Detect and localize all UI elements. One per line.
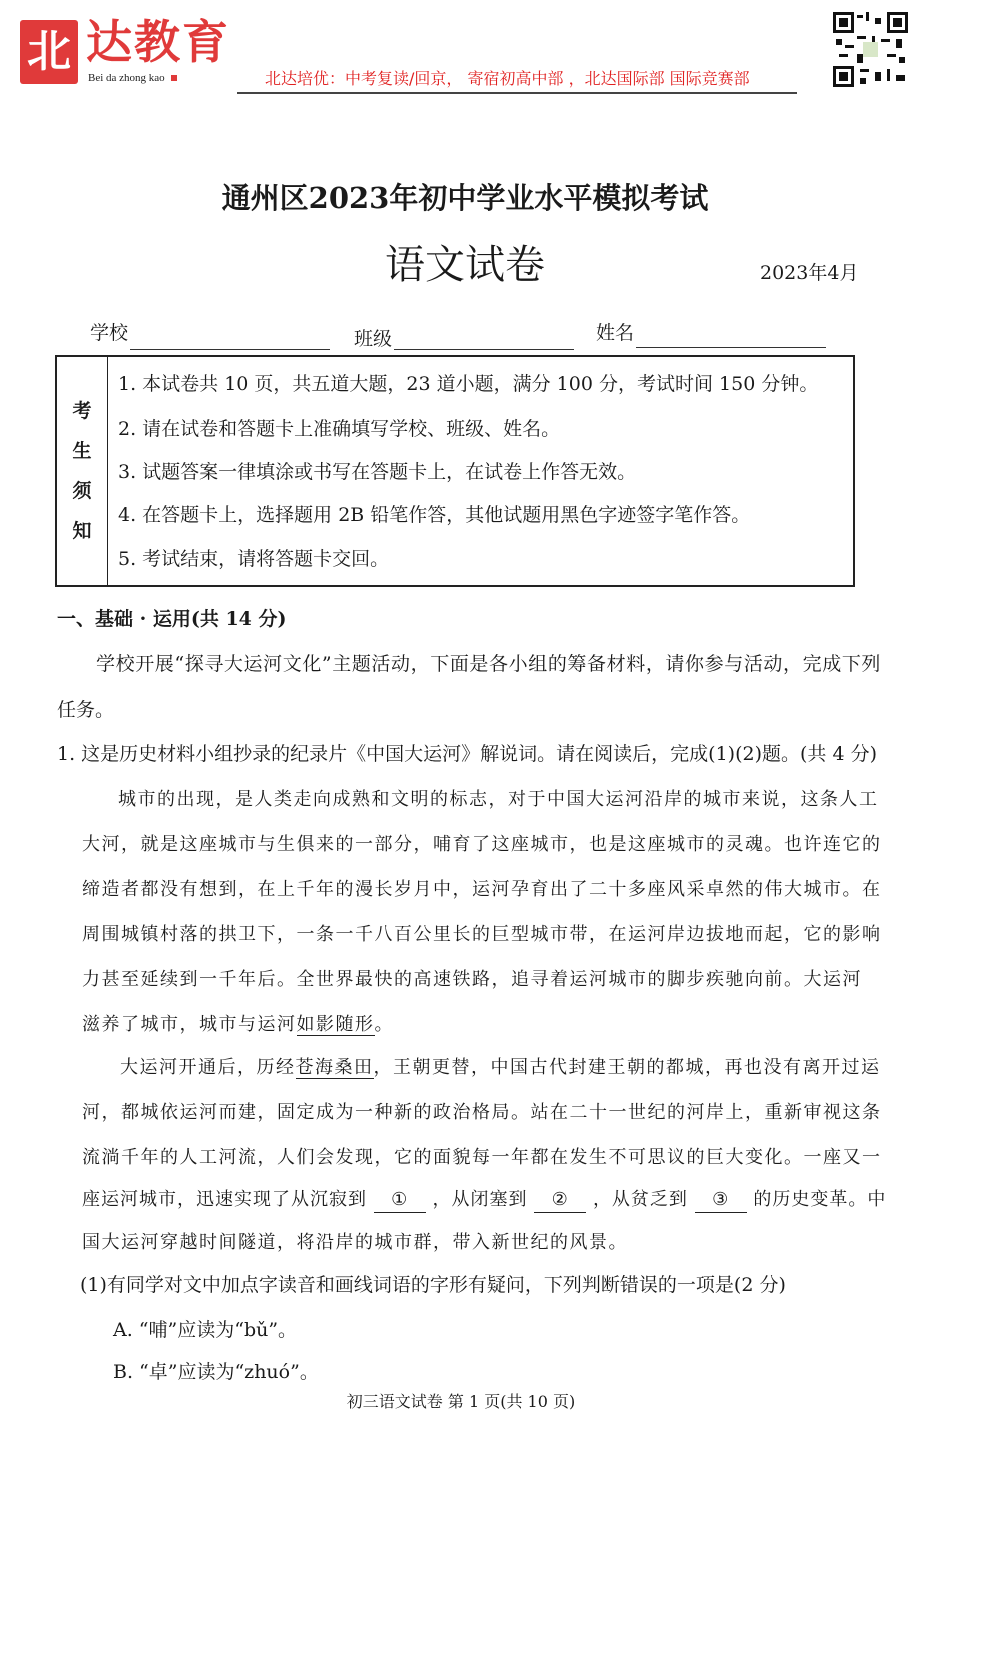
passage-line: 周围城镇村落的拱卫下，一条一千八百公里长的巨型城市带，在运河岸边拔地而起，它的影响: [82, 924, 882, 945]
passage-line: 河，都城依运河而建，固定成为一种新的政治格局。站在二十一世纪的河岸上，重新审视这条: [82, 1102, 882, 1123]
page-footer: 初三语文试卷 第 1 页(共 10 页): [346, 1392, 576, 1411]
blank-1: ①: [374, 1188, 426, 1213]
text: ，从贫乏到: [592, 1189, 688, 1210]
intro-line: 学校开展“探寻大运河文化”主题活动，下面是各小组的筹备材料，请你参与活动，完成下列: [96, 653, 882, 675]
notice-item: 5. 考试结束，请将答题卡交回。: [118, 548, 390, 570]
school-label: 学校: [90, 322, 129, 344]
underlined-phrase: 如影随形: [296, 1014, 375, 1035]
passage-line: 流淌千年的人工河流，人们会发现，它的面貌每一年都在发生不可思议的巨大变化。一座又一: [82, 1147, 882, 1168]
side-char: 生: [72, 440, 92, 462]
text: 滋养了城市，城市与运河: [82, 1014, 297, 1035]
text: ，从闭塞到: [432, 1189, 528, 1210]
passage-line: 大河，就是这座城市与生俱来的一部分，哺育了这座城市，也是这座城市的灵魂。也许连它的: [82, 834, 882, 855]
passage-line: 力甚至延续到一千年后。全世界最快的高速铁路，追寻着运河城市的脚步疾驰向前。大运河: [82, 969, 862, 990]
logo-english: [88, 72, 177, 85]
passage-line: [82, 1013, 394, 1037]
passage-line: 国大运河穿越时间隧道，将沿岸的城市群，带入新世纪的风景。: [82, 1232, 628, 1253]
text: 的历史变革。中: [753, 1189, 887, 1210]
text: 大运河开通后，历经: [120, 1057, 296, 1078]
school-input[interactable]: [130, 349, 330, 350]
text: 座运河城市，迅速实现了从沉寂到: [82, 1189, 367, 1210]
exam-date: 2023年4月: [760, 262, 859, 284]
passage-line: 城市的出现，是人类走向成熟和文明的标志，对于中国大运河沿岸的城市来说，这条人工: [118, 789, 879, 810]
sub-question-1: (1)有同学对文中加点字读音和画线词语的字形有疑问，下列判断错误的一项是(2 分): [80, 1274, 786, 1296]
notice-item: 4. 在答题卡上，选择题用 2B 铅笔作答，其他试题用黑色字迹签字笔作答。: [118, 504, 751, 526]
notice-item: 1. 本试卷共 10 页，共五道大题，23 道小题，满分 100 分，考试时间 150 分钟。: [118, 373, 819, 395]
logo-mark: [20, 20, 78, 84]
exam-title: 通州区2023年初中学业水平模拟考试: [221, 181, 709, 215]
text: 。: [374, 1014, 394, 1035]
side-char: 须: [72, 480, 92, 502]
class-input[interactable]: [394, 349, 574, 350]
logo-square: [171, 75, 177, 81]
option-b: B. “卓”应读为“zhuó”。: [113, 1361, 319, 1383]
side-char: 知: [72, 520, 92, 542]
exam-subtitle: 语文试卷: [385, 242, 545, 288]
underlined-phrase: 苍海桑田: [295, 1057, 374, 1078]
class-label: 班级: [354, 328, 393, 350]
question-1: 1. 这是历史材料小组抄录的纪录片《中国大运河》解说词。请在阅读后，完成(1)(2)题。(共 4 分): [57, 743, 877, 765]
side-char: 考: [72, 400, 92, 422]
notice-item: 3. 试题答案一律填涂或书写在答题卡上，在试卷上作答无效。: [118, 461, 637, 483]
qr-code-icon: [833, 12, 908, 87]
passage-line: 缔造者都没有想到，在上千年的漫长岁月中，运河孕育出了二十多座风采卓然的伟大城市。在: [82, 879, 882, 900]
logo-en-text: Bei da zhong kao: [88, 72, 165, 84]
header-divider: [237, 92, 797, 94]
header-slogan: 北达培优：中考复读/回京， 寄宿初高中部 ，北达国际部 国际竞赛部: [265, 69, 750, 88]
logo-name: 达教育: [86, 15, 230, 69]
text: ，王朝更替，中国古代封建王朝的都城，再也没有离开过运: [373, 1057, 881, 1078]
passage-line: [82, 1188, 886, 1213]
name-input[interactable]: [636, 347, 826, 348]
intro-line: 任务。: [57, 699, 115, 721]
section-heading: 一、基础 · 运用(共 14 分): [57, 608, 287, 630]
passage-line: [120, 1056, 881, 1080]
logo-char: 北: [27, 26, 71, 77]
blank-3: ③: [695, 1188, 747, 1213]
blank-2: ②: [534, 1188, 586, 1213]
notice-side-label: [57, 357, 108, 585]
notice-item: 2. 请在试卷和答题卡上准确填写学校、班级、姓名。: [118, 418, 561, 440]
name-label: 姓名: [596, 322, 635, 344]
option-a: A. “哺”应读为“bǔ”。: [113, 1319, 298, 1341]
